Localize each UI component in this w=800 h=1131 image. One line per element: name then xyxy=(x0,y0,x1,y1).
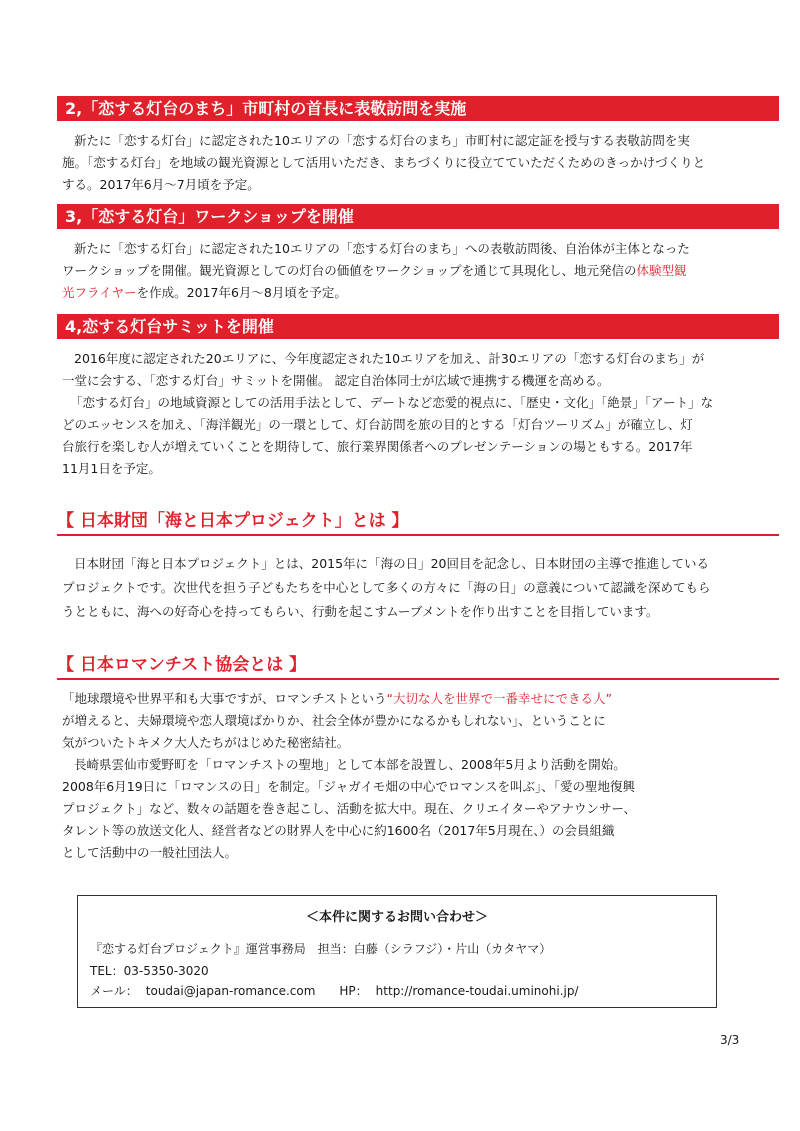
nippon-foundation-heading: 【 日本財団「海と日本プロジェクト」とは 】 xyxy=(57,511,409,531)
contact-hp-link[interactable]: http://romance-toudai.uminohi.jp/ xyxy=(375,984,579,998)
contact-mail-label: メール： xyxy=(90,984,138,998)
romanticist-line-1 xyxy=(62,688,762,710)
romanticist-line-4: 長崎県雲仙市愛野町を「ロマンチストの聖地」として本部を設置し、2008年5月より活動を開始。 xyxy=(74,757,626,772)
romanticist-divider xyxy=(57,678,779,680)
section-4-line-3: 「恋する灯台」の地域資源としての活用手法として、デートなど恋愛的視点に、「歴史・文化」「絶景」「アート」な xyxy=(70,395,714,410)
section-4-line-1: 2016年度に認定された20エリアに、今年度認定された10エリアを加え、計30エリアの「恋する灯台のまち」が xyxy=(74,351,705,366)
romanticist-highlight: “大切な人を世界で一番幸せにできる人” xyxy=(386,691,612,706)
nippon-foundation-line-1: 日本財団「海と日本プロジェクト」とは、2015年に「海の日」20回目を記念し、日本財団の主導で推進している xyxy=(74,556,709,571)
nippon-foundation-divider xyxy=(57,534,779,536)
section-2-line-2: 施。「恋する灯台」を地域の観光資源として活用いただき、まちづくりに役立てていただくためのきっかけづくりと xyxy=(62,155,706,170)
section-3-body xyxy=(62,238,762,304)
page-number: 3/3 xyxy=(720,1033,740,1047)
section-3-highlight-1: 体験型観 xyxy=(636,263,687,278)
romanticist-line-8: として活動中の一般社団法人。 xyxy=(62,845,238,860)
section-3-line-2 xyxy=(62,260,762,282)
romanticist-line-2: が増えると、夫婦環境や恋人環境ばかりか、社会全体が豊かになるかもしれない」、ということに xyxy=(62,713,606,728)
contact-hp-label: HP： xyxy=(339,984,368,998)
romanticist-line-6: プロジェクト」など、数々の話題を巻き起こし、活動を拡大中。現在、クリエイターやアナウンサー、 xyxy=(62,801,637,816)
contact-tel: TEL：03-5350-3020 xyxy=(90,964,209,978)
section-4-body xyxy=(62,348,762,480)
section-3-line-3-text: を作成。2017年6月～8月頃を予定。 xyxy=(136,285,347,300)
section-2-heading: 2,「恋する灯台のまち」市町村の首長に表敬訪問を実施 xyxy=(57,96,779,121)
romanticist-line-3: 気がついたトキメク大人たちがはじめた秘密結社。 xyxy=(62,735,350,750)
contact-heading: ＜本件に関するお問い合わせ＞ xyxy=(305,910,488,925)
romanticist-body xyxy=(62,688,762,864)
nippon-foundation-line-3: うとともに、海への好奇心を持ってもらい、行動を起こすムーブメントを作り出すことを目指しています。 xyxy=(62,604,659,619)
section-2-line-1: 新たに「恋する灯台」に認定された10エリアの「恋する灯台のまち」市町村に認定証を授与する表敬訪問を実 xyxy=(74,133,690,148)
section-2-body xyxy=(62,130,762,196)
section-4-line-6: 11月1日を予定。 xyxy=(62,461,161,476)
section-4-line-5: 台旅行を楽しむ人が増えていくことを期待して、旅行業界関係者へのプレゼンテーションの場ともする。2017年 xyxy=(62,439,693,454)
contact-box xyxy=(77,895,717,1008)
romanticist-line-7: タレント等の放送文化人、経営者などの財界人を中心に約1600名（2017年5月現在、）の会員組織 xyxy=(62,823,615,838)
nippon-foundation-body xyxy=(62,552,762,624)
section-3-highlight-2: 光フライヤー xyxy=(62,285,137,300)
section-4-heading: 4,恋する灯台サミットを開催 xyxy=(57,314,779,339)
romanticist-line-5: 2008年6月19日に「ロマンスの日」を制定。「ジャガイモ畑の中心でロマンスを叫ぶ」、「愛の聖地復興 xyxy=(62,779,636,794)
romanticist-line-1-text: 「地球環境や世界平和も大事ですが、ロマンチストという xyxy=(62,691,387,706)
section-3-line-3 xyxy=(62,282,762,304)
contact-office: 『恋する灯台プロジェクト』運営事務局 担当：白藤（シラフジ）・片山（カタヤマ） xyxy=(90,942,552,956)
contact-mail-link[interactable]: toudai@japan-romance.com xyxy=(145,984,316,998)
section-3-line-2-text: ワークショップを開催。観光資源としての灯台の価値をワークショップを通じて具現化し、地元発信の xyxy=(62,263,637,278)
section-3-heading: 3,「恋する灯台」ワークショップを開催 xyxy=(57,204,779,229)
nippon-foundation-line-2: プロジェクトです。次世代を担う子どもたちを中心として多くの方々に「海の日」の意義について認識を深めてもら xyxy=(62,580,711,595)
section-3-line-1: 新たに「恋する灯台」に認定された10エリアの「恋する灯台のまち」への表敬訪問後、自治体が主体となった xyxy=(74,241,690,256)
section-4-line-2: 一堂に会する、「恋する灯台」サミットを開催。 認定自治体同士が広域で連携する機運を高める。 xyxy=(62,373,610,388)
section-4-line-4: どのエッセンスを加え、「海洋観光」の一環として、灯台訪問を旅の目的とする「灯台ツーリズム」が確立し、灯 xyxy=(62,417,693,432)
romanticist-heading: 【 日本ロマンチスト協会とは 】 xyxy=(57,655,307,675)
section-2-line-3: する。2017年6月～7月頃を予定。 xyxy=(62,177,260,192)
contact-web-line xyxy=(90,982,587,999)
